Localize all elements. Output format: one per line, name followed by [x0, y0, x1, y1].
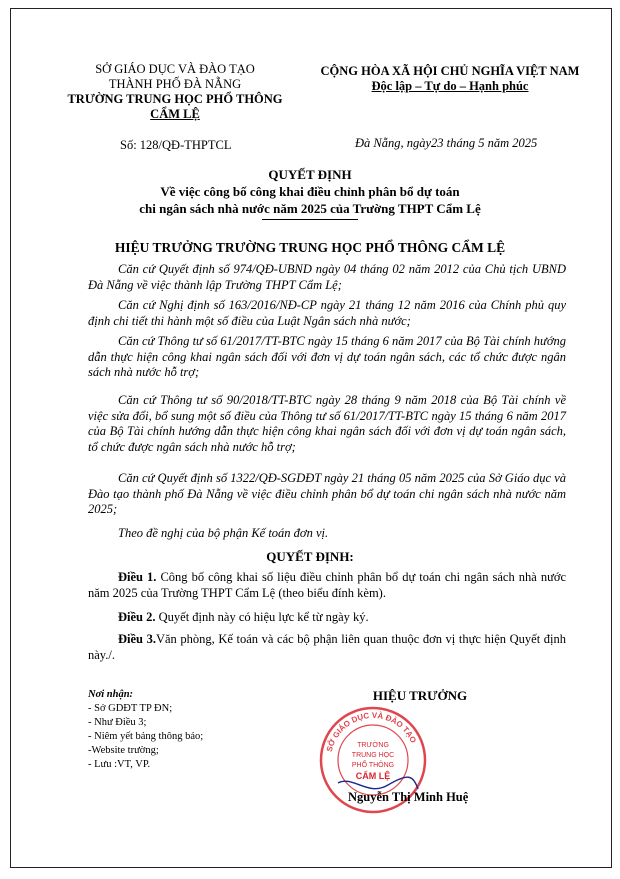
decision-heading: QUYẾT ĐỊNH: — [266, 549, 354, 564]
stamp-line-4: CẨM LỆ — [355, 771, 391, 781]
decision-subtitle-1: Về việc công bố công khai điều chỉnh phân bổ dự toán — [160, 184, 460, 199]
document-number: Số: 128/QĐ-THPTCL — [120, 138, 232, 152]
motto-line-2: Độc lập – Tự do – Hạnh phúc — [371, 79, 529, 93]
issuer-line-1: SỞ GIÁO DỤC VÀ ĐÀO TẠO — [95, 62, 255, 76]
article-3 — [88, 632, 566, 663]
article-2-label: Điều 2. — [118, 610, 156, 624]
recipient-item: - Lưu :VT, VP. — [88, 759, 151, 770]
article-1-label: Điều 1. — [118, 570, 157, 584]
issuer-line-2: THÀNH PHỐ ĐÀ NẴNG — [108, 77, 242, 91]
preamble-6: Theo đề nghị của bộ phận Kế toán đơn vị. — [118, 526, 329, 540]
preamble-4: Căn cứ Thông tư số 90/2018/TT-BTC ngày 28 tháng 9 năm 2018 của Bộ Tài chính về việc sửa đổi, bổ sung một số điều của Thông tư số 61/2017/TT-BTC ngày 15 tháng 6 năm 2017 của Bộ Tài chính hướng dẫn thực hiện công khai ngân sách đối với đơn vị dự toán ngân sách, tổ chức được ngân sách nhà nước hỗ trợ; — [88, 393, 566, 454]
recipient-item: - Sở GDĐT TP ĐN; — [88, 703, 173, 714]
stamp-ring-text: SỞ GIÁO DỤC VÀ ĐÀO TẠO — [324, 710, 419, 753]
article-1-text: Công bố công khai số liệu điều chỉnh phân bổ dự toán chi ngân sách nhà nước năm 2025 của Trường THPT Cẩm Lệ (theo biểu đính kèm). — [88, 570, 566, 600]
recipients-heading: Nơi nhận: — [88, 689, 134, 700]
decision-title: QUYẾT ĐỊNH — [268, 167, 352, 182]
article-2 — [88, 610, 566, 626]
preamble-5: Căn cứ Quyết định số 1322/QĐ-SGDĐT ngày 21 tháng 05 năm 2025 của Sở Giáo dục và Đào tạo thành phố Đà Nẵng về việc điều chỉnh phân bổ dự toán chi ngân sách nhà nước năm 2025; — [88, 471, 566, 516]
preamble-1: Căn cứ Quyết định số 974/QĐ-UBND ngày 04 tháng 02 năm 2012 của Chủ tịch UBND Đà Nẵng về việc thành lập Trường THPT Cẩm Lệ; — [88, 262, 566, 292]
decision-subtitle-2: chi ngân sách nhà nước năm 2025 của Trường THPT Cẩm Lệ — [139, 201, 481, 216]
national-motto — [300, 64, 600, 94]
title-underline — [262, 219, 358, 220]
authority-heading: HIỆU TRƯỞNG TRƯỜNG TRUNG HỌC PHỔ THÔNG CẨM LỆ — [114, 240, 506, 255]
signer-name: Nguyễn Thị Minh Huệ — [348, 790, 469, 804]
preamble-2: Căn cứ Nghị định số 163/2016/NĐ-CP ngày 21 tháng 12 năm 2016 của Chính phủ quy định chi tiết thi hành một số điều của Luật Ngân sách nhà nước; — [88, 298, 566, 328]
motto-line-1: CỘNG HÒA XÃ HỘI CHỦ NGHĨA VIỆT NAM — [320, 64, 580, 78]
issuer-block — [60, 62, 290, 122]
article-3-label: Điều 3. — [118, 632, 156, 646]
issuer-line-3: TRƯỜNG TRUNG HỌC PHỔ THÔNG — [67, 92, 283, 106]
recipient-item: - Niêm yết bảng thông báo; — [88, 731, 204, 742]
stamp-line-3: PHỔ THÔNG — [351, 762, 395, 769]
recipients-block — [88, 688, 203, 772]
document-date: Đà Nẵng, ngày23 tháng 5 năm 2025 — [355, 136, 538, 150]
preamble-3: Căn cứ Thông tư số 61/2017/TT-BTC ngày 15 tháng 6 năm 2017 của Bộ Tài chính hướng dẫn thực hiện công khai ngân sách đối với đơn vị dự toán ngân sách, các tổ chức được ngân sách nhà nước hỗ trợ; — [88, 334, 566, 379]
article-1 — [88, 570, 566, 601]
recipient-item: - Như Điều 3; — [88, 717, 147, 728]
stamp-line-1: TRƯỜNG — [357, 742, 389, 749]
article-3-text: Văn phòng, Kế toán và các bộ phận liên quan thuộc đơn vị thực hiện Quyết định này./. — [88, 632, 566, 662]
signature-title: HIỆU TRƯỞNG — [372, 688, 468, 703]
issuer-line-4: CẨM LỆ — [150, 107, 200, 121]
stamp-line-2: TRUNG HỌC — [351, 752, 395, 759]
article-2-text: Quyết định này có hiệu lực kể từ ngày ký. — [155, 610, 369, 624]
recipient-item: -Website trường; — [88, 745, 159, 756]
